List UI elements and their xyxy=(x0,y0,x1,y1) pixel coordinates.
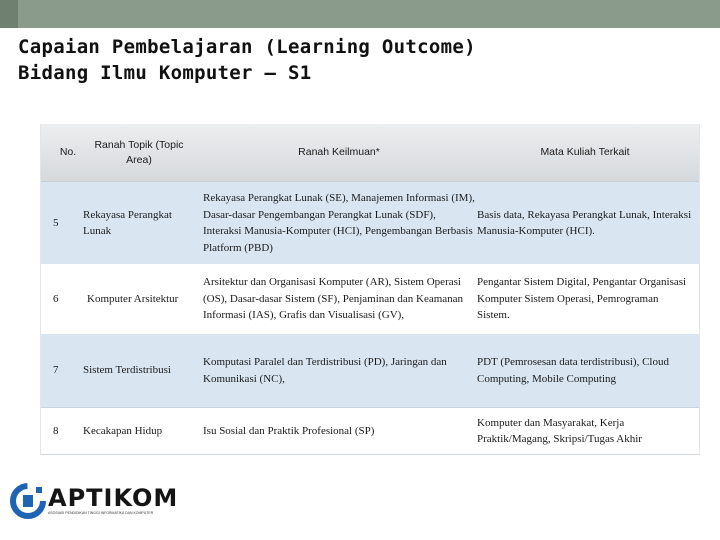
cell-no: 6 xyxy=(53,292,59,305)
cell-ilmu: Arsitektur dan Organisasi Komputer (AR), Sistem Operasi (OS), Dasar-dasar Sistem (SF), Penjaminan dan Keamanan Informasi (IAS), Grafis dan Visualisasi (GV), xyxy=(203,276,464,322)
cell-topic: Rekayasa Perangkat Lunak xyxy=(83,208,172,237)
learning-outcome-table xyxy=(40,124,700,455)
slide-title xyxy=(18,34,678,86)
slide-title-line-2: Bidang Ilmu Komputer – S1 xyxy=(18,62,312,84)
header-mata-kuliah: Mata Kuliah Terkait xyxy=(540,146,630,158)
cell-no: 5 xyxy=(53,216,59,229)
aptikom-logo xyxy=(10,483,185,519)
logo-wordmark: APTIKOM xyxy=(48,484,179,512)
cell-topic: Sistem Terdistribusi xyxy=(83,364,171,377)
header-no: No. xyxy=(59,146,77,158)
header-ilmu: Ranah Keilmuan* xyxy=(298,146,380,158)
top-bar-accent xyxy=(0,0,18,28)
cell-ilmu: Rekayasa Perangkat Lunak (SE), Manajemen Informasi (IM), Dasar-dasar Pengembangan Perangkat Lunak (SDF), Interaksi Manusia-Komputer (HCI), Pengembangan Berbasis Platform (PBD) xyxy=(203,192,475,254)
cell-mata-kuliah: Komputer dan Masyarakat, Kerja Praktik/Magang, Skripsi/Tugas Akhir xyxy=(477,416,642,445)
table-row xyxy=(41,334,699,408)
table-header-row xyxy=(41,124,699,182)
cell-no: 7 xyxy=(53,364,59,377)
cell-topic: Komputer Arsitektur xyxy=(87,292,179,305)
table-row xyxy=(41,182,699,264)
cell-mata-kuliah: Pengantar Sistem Digital, Pengantar Organisasi Komputer Sistem Operasi, Pemrograman Sistem. xyxy=(477,276,687,322)
logo-subtext: ASOSIASI PENDIDIKAN TINGGI INFORMATIKA DAN KOMPUTER xyxy=(48,511,154,515)
header-topic: Ranah Topik (Topic Area) xyxy=(94,138,184,166)
slide-title-line-1: Capaian Pembelajaran (Learning Outcome) xyxy=(18,36,476,58)
table-row xyxy=(41,408,699,455)
cell-ilmu: Komputasi Paralel dan Terdistribusi (PD), Jaringan dan Komunikasi (NC), xyxy=(203,356,447,385)
cell-no: 8 xyxy=(53,424,59,437)
cell-mata-kuliah: PDT (Pemrosesan data terdistribusi), Cloud Computing, Mobile Computing xyxy=(477,356,669,385)
cell-topic: Kecakapan Hidup xyxy=(83,424,163,437)
top-decorative-bar xyxy=(0,0,720,28)
table-row xyxy=(41,264,699,334)
aptikom-emblem-icon xyxy=(10,483,46,519)
cell-ilmu: Isu Sosial dan Praktik Profesional (SP) xyxy=(203,424,375,437)
cell-mata-kuliah: Basis data, Rekayasa Perangkat Lunak, Interaksi Manusia-Komputer (HCI). xyxy=(477,208,692,237)
